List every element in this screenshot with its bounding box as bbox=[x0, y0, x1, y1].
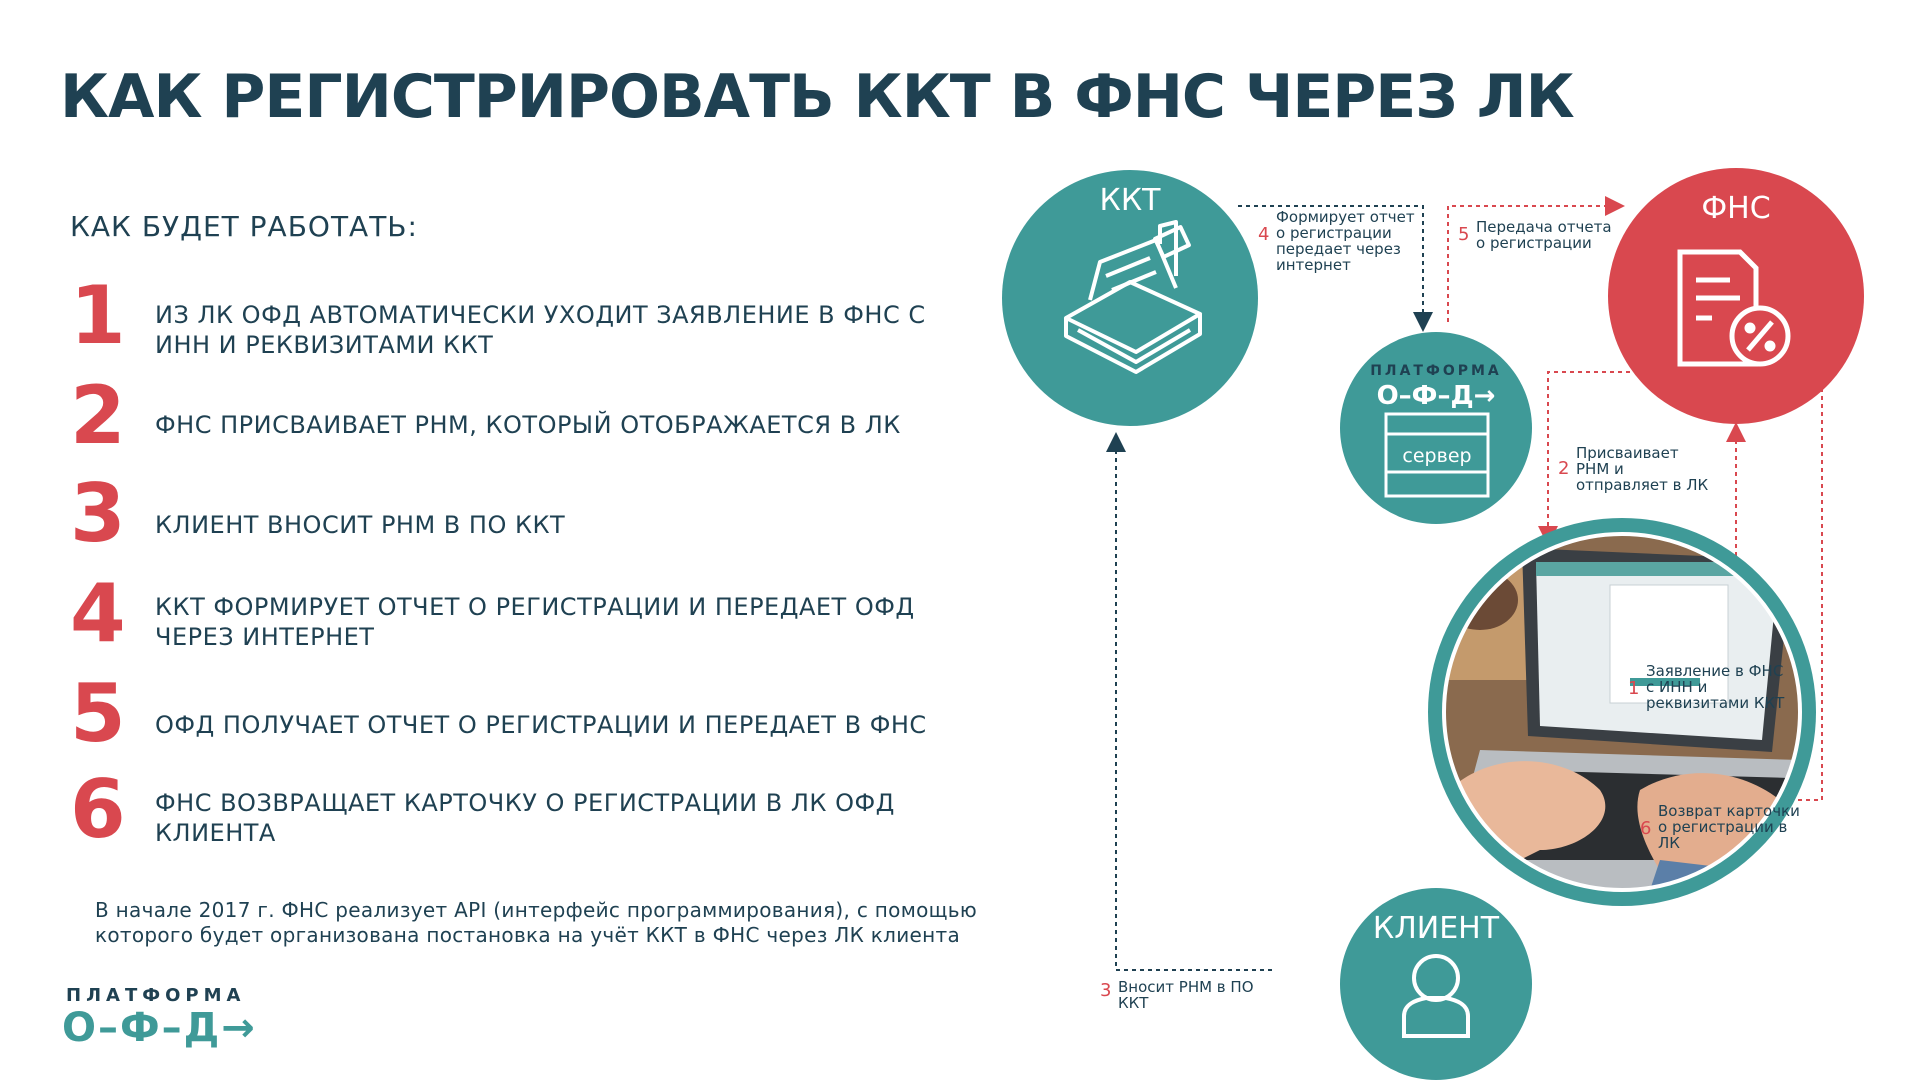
label-line: реквизитами ККТ bbox=[1646, 694, 1785, 712]
label-line: о регистрации bbox=[1276, 224, 1392, 242]
client-title: КЛИЕНТ bbox=[1372, 911, 1500, 946]
label-2 bbox=[1558, 444, 1709, 494]
label-3 bbox=[1100, 978, 1254, 1012]
step-text: ФНС ПРИСВАИВАЕТ РНМ, КОТОРЫЙ ОТОБРАЖАЕТСЯ В ЛК bbox=[155, 411, 901, 439]
label-number: 2 bbox=[1558, 458, 1570, 479]
label-line: о регистрации в bbox=[1658, 818, 1788, 836]
section-subtitle: КАК БУДЕТ РАБОТАТЬ: bbox=[70, 210, 418, 243]
step-number: 2 bbox=[70, 369, 126, 462]
step-text: ККТ ФОРМИРУЕТ ОТЧЕТ О РЕГИСТРАЦИИ И ПЕРЕДАЕТ ОФД ЧЕРЕЗ ИНТЕРНЕТ bbox=[155, 593, 915, 651]
label-5 bbox=[1458, 218, 1612, 252]
label-line: ЛК bbox=[1658, 834, 1680, 852]
laptop-photo-node bbox=[1428, 518, 1830, 920]
fns-title: ФНС bbox=[1701, 191, 1771, 226]
logo-top-text: ПЛАТФОРМА bbox=[66, 985, 246, 1006]
arrow-3-client-to-kkt bbox=[1116, 442, 1272, 970]
label-line: Формирует отчет bbox=[1276, 208, 1415, 226]
label-line: Присваивает bbox=[1576, 444, 1679, 462]
label-line: о регистрации bbox=[1476, 234, 1592, 252]
step-text: ОФД ПОЛУЧАЕТ ОТЧЕТ О РЕГИСТРАЦИИ И ПЕРЕДАЕТ В ФНС bbox=[155, 711, 927, 739]
logo-bottom-text: О–Ф–Д→ bbox=[62, 1005, 257, 1051]
label-line: Возврат карточки bbox=[1658, 802, 1800, 820]
server-label: сервер bbox=[1402, 445, 1472, 467]
label-line: Вносит РНМ в ПО bbox=[1118, 978, 1254, 996]
label-number: 1 bbox=[1628, 678, 1640, 699]
step-text: ИЗ ЛК ОФД АВТОМАТИЧЕСКИ УХОДИТ ЗАЯВЛЕНИЕ В ФНС С ИНН И РЕКВИЗИТАМИ ККТ bbox=[155, 301, 926, 359]
ofd-server-node bbox=[1340, 332, 1532, 524]
label-line: РНМ и bbox=[1576, 460, 1624, 478]
label-line: Передача отчета bbox=[1476, 218, 1612, 236]
label-line: Заявление в ФНС bbox=[1646, 662, 1784, 680]
kkt-title: ККТ bbox=[1099, 183, 1161, 218]
step-number: 5 bbox=[70, 667, 126, 760]
label-line: отправляет в ЛК bbox=[1576, 476, 1709, 494]
label-number: 5 bbox=[1458, 224, 1470, 245]
label-number: 6 bbox=[1640, 818, 1652, 839]
server-logo-bottom: О–Ф–Д→ bbox=[1376, 381, 1496, 411]
client-node bbox=[1340, 888, 1532, 1080]
step-number: 4 bbox=[70, 567, 126, 660]
label-number: 3 bbox=[1100, 980, 1112, 1001]
label-4 bbox=[1258, 208, 1415, 274]
step-number: 1 bbox=[70, 269, 126, 362]
api-note: В начале 2017 г. ФНС реализует API (интерфейс программирования), с помощью которого будет организована постановка на учёт ККТ в ФНС через ЛК клиента bbox=[95, 898, 977, 947]
label-line: ККТ bbox=[1118, 994, 1149, 1012]
kkt-node bbox=[1002, 170, 1258, 426]
step-number: 6 bbox=[70, 763, 126, 856]
fns-node bbox=[1608, 168, 1864, 424]
label-line: с ИНН и bbox=[1646, 678, 1708, 696]
label-line: передает через bbox=[1276, 240, 1401, 258]
label-line: интернет bbox=[1276, 256, 1351, 274]
step-number: 3 bbox=[70, 467, 126, 560]
step-text: КЛИЕНТ ВНОСИТ РНМ В ПО ККТ bbox=[155, 511, 566, 539]
step-text: ФНС ВОЗВРАЩАЕТ КАРТОЧКУ О РЕГИСТРАЦИИ В ЛК ОФД КЛИЕНТА bbox=[155, 789, 895, 847]
server-logo-top: ПЛАТФОРМА bbox=[1370, 363, 1502, 379]
page-title: КАК РЕГИСТРИРОВАТЬ ККТ В ФНС ЧЕРЕЗ ЛК bbox=[60, 62, 1574, 132]
label-number: 4 bbox=[1258, 224, 1270, 245]
